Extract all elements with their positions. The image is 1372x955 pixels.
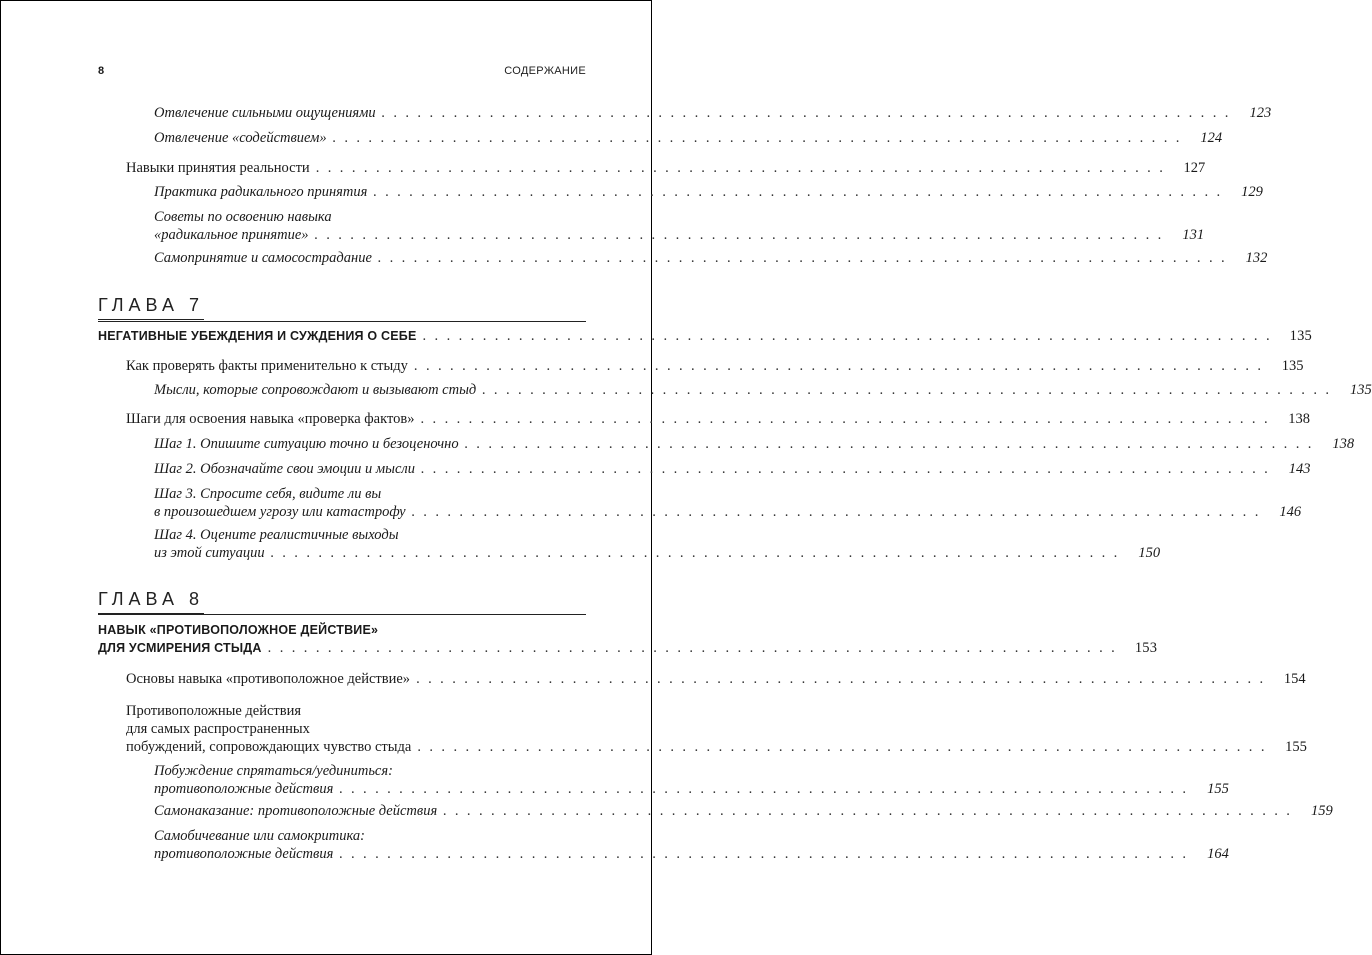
dot-leader: . . . . . . . . . . . . . . . . . . . . . . . . . . . . . . . . . . . . . . . . . . . . . . . . . . . . . . . . . . . . . . . . . . . . . . .	[413, 358, 1264, 374]
toc-entry	[126, 670, 1306, 688]
toc-entry-title: Практика радикального принятия	[154, 184, 368, 200]
dot-leader: . . . . . . . . . . . . . . . . . . . . . . . . . . . . . . . . . . . . . . . . . . . . . . . . . . . . . . . . . . . . . . . . . . . . . . .	[267, 640, 1118, 656]
toc-entry-title: Шаги для освоения навыка «проверка фактов»	[126, 411, 415, 427]
toc-entry-title: Самонаказание: противоположные действия	[154, 803, 438, 819]
toc-entry-title: Побуждение спрятаться/уединиться:	[154, 763, 393, 779]
toc-page-number: 143	[1288, 461, 1311, 477]
toc-entry	[154, 827, 1229, 863]
dot-leader: . . . . . . . . . . . . . . . . . . . . . . . . . . . . . . . . . . . . . . . . . . . . . . . . . . . . . . . . . . . . . . . . . . . . . . .	[314, 227, 1165, 243]
toc-page-number: 146	[1279, 504, 1302, 520]
chapter-heading	[98, 589, 586, 614]
toc-entry-title: Как проверять факты применительно к стыду	[126, 358, 408, 374]
toc-entry-title-continued: в произошедшем угрозу или катастрофу	[154, 504, 406, 520]
toc-entry-title: Шаг 3. Спросите себя, видите ли вы	[154, 486, 382, 502]
toc-entry-title: Шаг 1. Опишите ситуацию точно и безоценочно	[154, 436, 459, 452]
toc-page-number: 127	[1183, 160, 1206, 176]
toc-entry-title-continued: противоположные действия	[154, 781, 334, 797]
toc-page-number: 150	[1138, 545, 1161, 561]
dot-leader: . . . . . . . . . . . . . . . . . . . . . . . . . . . . . . . . . . . . . . . . . . . . . . . . . . . . . . . . . . . . . . . . . . . . . . .	[416, 671, 1266, 687]
dot-leader: . . . . . . . . . . . . . . . . . . . . . . . . . . . . . . . . . . . . . . . . . . . . . . . . . . . . . . . . . . . . . . . . . . . . . . .	[420, 411, 1270, 427]
toc-page-number: 131	[1182, 227, 1205, 243]
toc-entry	[154, 762, 1229, 798]
toc-page-number: 138	[1288, 411, 1310, 427]
dot-leader: . . . . . . . . . . . . . . . . . . . . . . . . . . . . . . . . . . . . . . . . . . . . . . . . . . . . . . . . . . . . . . . . . . . . . . .	[443, 803, 1293, 819]
toc-entry	[154, 526, 1161, 562]
toc-entry-title-continued: ДЛЯ УСМИРЕНИЯ СТЫДА	[98, 641, 262, 655]
section-label: СОДЕРЖАНИЕ	[504, 65, 586, 77]
toc-page-number: 155	[1285, 739, 1307, 755]
toc-page-number: 132	[1245, 250, 1268, 266]
toc-entry-title-continued: противоположные действия	[154, 846, 334, 862]
toc-entry	[154, 485, 1302, 521]
toc-entry-title: Самобичевание или самокритика:	[154, 828, 365, 844]
toc-entry-title: Шаг 4. Оцените реалистичные выходы	[154, 527, 399, 543]
toc-chapter-title	[98, 327, 1313, 345]
toc-entry	[154, 208, 1205, 244]
toc-entry-title: Противоположные действия	[126, 703, 302, 719]
toc-chapter-title	[98, 621, 1158, 657]
dot-leader: . . . . . . . . . . . . . . . . . . . . . . . . . . . . . . . . . . . . . . . . . . . . . . . . . . . . . . . . . . . . . . . . . . . . . . .	[417, 739, 1267, 755]
toc-entry	[154, 460, 1311, 478]
toc-page-number: 153	[1134, 640, 1158, 656]
toc-entry	[154, 381, 1372, 399]
dot-leader: . . . . . . . . . . . . . . . . . . . . . . . . . . . . . . . . . . . . . . . . . . . . . . . . . . . . . . . . . . . . . . . . . . . . . . .	[422, 328, 1273, 344]
chapter-label: ГЛАВА 8	[98, 589, 204, 614]
toc-entry	[154, 183, 1263, 201]
running-head	[98, 65, 586, 81]
toc-page-number: 135	[1281, 358, 1304, 374]
toc-entry-title: Шаг 2. Обозначайте свои эмоции и мысли	[154, 461, 415, 477]
dot-leader: . . . . . . . . . . . . . . . . . . . . . . . . . . . . . . . . . . . . . . . . . . . . . . . . . . . . . . . . . . . . . . . . . . . . . . .	[411, 504, 1262, 520]
dot-leader: . . . . . . . . . . . . . . . . . . . . . . . . . . . . . . . . . . . . . . . . . . . . . . . . . . . . . . . . . . . . . . . . . . . . . . .	[339, 846, 1189, 862]
page-number: 8	[98, 65, 105, 77]
toc-page-number: 123	[1249, 105, 1272, 121]
toc-entry-title: Навыки принятия реальности	[126, 160, 310, 176]
toc-page-number: 154	[1283, 671, 1306, 687]
toc-entry-title-continued: для самых распространенных	[126, 721, 310, 737]
dot-leader: . . . . . . . . . . . . . . . . . . . . . . . . . . . . . . . . . . . . . . . . . . . . . . . . . . . . . . . . . . . . . . . . . . . . . . .	[464, 436, 1315, 452]
dot-leader: . . . . . . . . . . . . . . . . . . . . . . . . . . . . . . . . . . . . . . . . . . . . . . . . . . . . . . . . . . . . . . . . . . . . . . .	[381, 105, 1232, 121]
toc-entry	[154, 802, 1333, 820]
toc-entry-title: Отвлечение сильными ощущениями	[154, 105, 376, 121]
toc-entry	[154, 104, 1272, 122]
toc-page-number: 135	[1350, 382, 1372, 398]
toc-entry-title: НЕГАТИВНЫЕ УБЕЖДЕНИЯ И СУЖДЕНИЯ О СЕБЕ	[98, 329, 417, 343]
toc-entry-title: Отвлечение «содействием»	[154, 130, 327, 146]
toc-entry	[154, 249, 1268, 267]
chapter-heading	[98, 295, 586, 320]
toc-entry-title: Мысли, которые сопровождают и вызывают стыд	[154, 382, 477, 398]
toc-entry-title: Самопринятие и самосострадание	[154, 250, 372, 266]
toc-page-number: 135	[1289, 328, 1313, 344]
dot-leader: . . . . . . . . . . . . . . . . . . . . . . . . . . . . . . . . . . . . . . . . . . . . . . . . . . . . . . . . . . . . . . . . . . . . . . .	[482, 382, 1332, 398]
dot-leader: . . . . . . . . . . . . . . . . . . . . . . . . . . . . . . . . . . . . . . . . . . . . . . . . . . . . . . . . . . . . . . . . . . . . . . .	[421, 461, 1271, 477]
toc-entry-title: Советы по освоению навыка	[154, 209, 332, 225]
toc-page-number: 129	[1241, 184, 1263, 200]
dot-leader: . . . . . . . . . . . . . . . . . . . . . . . . . . . . . . . . . . . . . . . . . . . . . . . . . . . . . . . . . . . . . . . . . . . . . . .	[315, 160, 1166, 176]
toc-entry-title-continued: «радикальное принятие»	[154, 227, 309, 243]
toc-entry-title-continued: из этой ситуации	[154, 545, 265, 561]
chapter-rule	[98, 321, 586, 322]
dot-leader: . . . . . . . . . . . . . . . . . . . . . . . . . . . . . . . . . . . . . . . . . . . . . . . . . . . . . . . . . . . . . . . . . . . . . . .	[373, 184, 1223, 200]
toc-entry	[126, 357, 1304, 375]
dot-leader: . . . . . . . . . . . . . . . . . . . . . . . . . . . . . . . . . . . . . . . . . . . . . . . . . . . . . . . . . . . . . . . . . . . . . . .	[270, 545, 1121, 561]
toc-page-number: 155	[1207, 781, 1229, 797]
toc-entry	[126, 410, 1310, 428]
chapter-label: ГЛАВА 7	[98, 295, 204, 320]
toc-entry	[154, 435, 1355, 453]
toc-entry-title-continued: побуждений, сопровождающих чувство стыда	[126, 739, 412, 755]
toc-page-number: 138	[1332, 436, 1355, 452]
toc-entry	[126, 702, 1307, 756]
toc-page-number: 124	[1200, 130, 1223, 146]
chapter-rule	[98, 614, 586, 615]
toc-page-number: 164	[1207, 846, 1229, 862]
dot-leader: . . . . . . . . . . . . . . . . . . . . . . . . . . . . . . . . . . . . . . . . . . . . . . . . . . . . . . . . . . . . . . . . . . . . . . .	[332, 130, 1183, 146]
dot-leader: . . . . . . . . . . . . . . . . . . . . . . . . . . . . . . . . . . . . . . . . . . . . . . . . . . . . . . . . . . . . . . . . . . . . . . .	[377, 250, 1228, 266]
dot-leader: . . . . . . . . . . . . . . . . . . . . . . . . . . . . . . . . . . . . . . . . . . . . . . . . . . . . . . . . . . . . . . . . . . . . . . .	[339, 781, 1189, 797]
toc-entry	[154, 129, 1223, 147]
toc-entry-title: Основы навыка «противоположное действие»	[126, 671, 411, 687]
toc-page-number: 159	[1310, 803, 1333, 819]
toc-entry	[126, 159, 1206, 177]
toc-entry-title: НАВЫК «ПРОТИВОПОЛОЖНОЕ ДЕЙСТВИЕ»	[98, 623, 379, 637]
